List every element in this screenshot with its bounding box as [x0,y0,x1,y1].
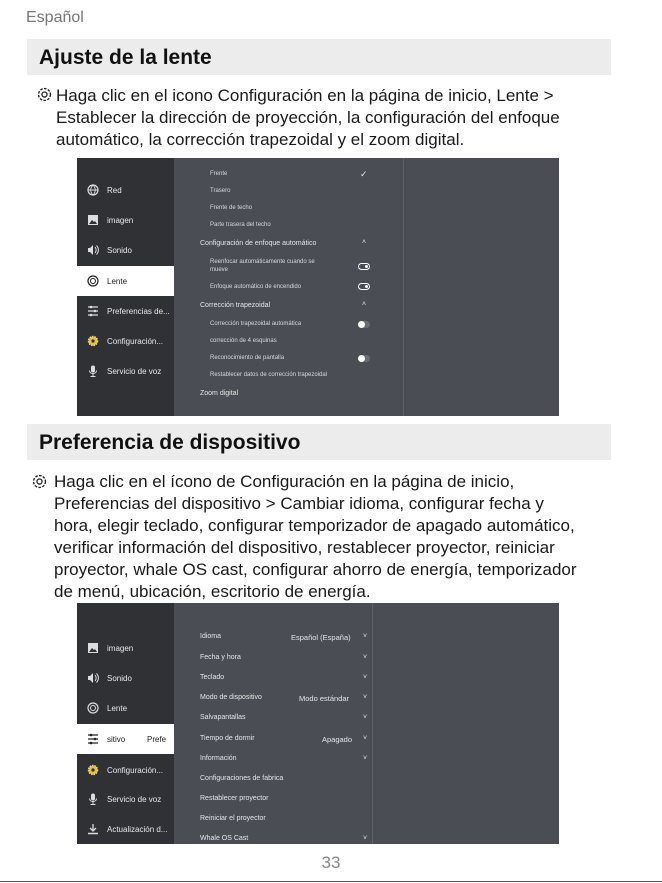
text-line: de menú, ubicación, escritorio de energía. [54,582,371,601]
sidebar-item-imagen[interactable] [77,633,174,663]
text-line: Establecer la dirección de proyección, la configuración del enfoque [56,108,560,127]
section1-paragraph [56,85,612,151]
chevron-down-icon: ˅ [363,835,368,842]
option-refocus-line2: mueve [210,267,229,273]
gear-icon [87,764,99,776]
pref-row-restablecer[interactable]: Restablecer proyector [200,795,269,802]
autofocus-header[interactable]: Configuración de enfoque automático [200,240,317,247]
settings-gear-icon [31,473,48,490]
toggle-switch-on[interactable] [358,283,370,290]
footer-divider [0,881,662,882]
text-line: automático, la corrección trapezoidal y el zoom digital. [56,130,465,149]
chevron-down-icon: ˅ [363,755,368,762]
option-frente[interactable]: Frente [210,171,228,177]
text-line: hora, elegir teclado, configurar temporizador de apagado automático, [54,516,575,535]
pref-row-informacion[interactable]: Información [200,755,237,762]
settings-sidebar [77,158,174,416]
sidebar-item-label: Servicio de voz [107,366,162,376]
sidebar-item-lente[interactable] [77,693,174,723]
sidebar-item-label: Sonido [107,245,132,255]
section-heading-bar [27,39,611,75]
sidebar-item-preferencias[interactable] [77,724,174,754]
image-icon [87,214,99,226]
toggle-switch-on[interactable] [358,263,370,270]
download-icon [87,823,99,835]
check-icon: ✓ [360,169,368,179]
option-power-on-focus[interactable]: Enfoque automático de encendido [210,284,302,290]
chevron-down-icon: ˅ [363,694,368,701]
lens-icon [87,702,99,714]
option-reset-keystone[interactable]: Restablecer datos de corrección trapezoidal [210,372,328,378]
sidebar-item-configuracion[interactable] [77,755,174,785]
text-line: verificar información del dispositivo, restablecer proyector, reiniciar [54,538,555,557]
toggle-switch-off[interactable] [358,321,370,328]
section-heading-bar [27,424,611,460]
digital-zoom-row[interactable]: Zoom digital [200,390,239,397]
sidebar-item-label: Configuración... [107,765,164,775]
option-four-corner[interactable]: corrección de 4 esquinas [210,338,277,344]
toggle-switch-off[interactable] [358,355,370,362]
chevron-up-icon: ˄ [362,239,367,246]
panel-divider [403,158,404,416]
settings-sidebar [77,603,174,844]
sidebar-item-label: sitivo [107,734,126,744]
chevron-down-icon: ˅ [363,633,368,640]
sidebar-item-label: Sonido [107,673,132,683]
text-line: Preferencias del dispositivo > Cambiar idioma, configurar fecha y [54,494,544,513]
text-line: Haga clic en el ícono de Configuración en la página de inicio, [54,472,515,491]
sidebar-item-sonido[interactable] [77,663,174,693]
speaker-icon [87,672,99,684]
sidebar-item-label: Lente [107,276,128,286]
sidebar-item-label: imagen [107,643,134,653]
pref-value: Apagado [322,735,353,744]
sidebar-item-servicio-voz[interactable] [77,784,174,814]
microphone-icon [87,793,99,805]
sidebar-item-preferencias[interactable] [77,296,174,326]
speaker-icon [87,244,99,256]
chevron-up-icon: ˄ [362,301,367,308]
pref-row-salvapantallas[interactable]: Salvapantallas [200,714,246,721]
image-icon [87,642,99,654]
keystone-header[interactable]: Corrección trapezoidal [200,302,271,309]
section-title-device-preference: Preferencia de dispositivo [39,431,301,454]
sidebar-item-label: imagen [107,215,134,225]
text-line: proyector, whale OS cast, configurar ahorro de energía, temporizador [54,560,577,579]
panel-divider [372,603,373,844]
sidebar-item-configuracion[interactable] [77,326,174,356]
section-title-lens: Ajuste de la lente [39,46,212,69]
sidebar-item-label: Red [107,185,122,195]
chevron-down-icon: ˅ [363,674,368,681]
option-trasero[interactable]: Trasero [210,188,231,194]
pref-value: Modo estándar [299,694,350,703]
pref-row-fecha-hora[interactable]: Fecha y hora [200,654,241,661]
sidebar-item-servicio-voz[interactable] [77,356,174,386]
pref-value: Español (España) [291,633,351,642]
sidebar-item-label: Configuración... [107,336,164,346]
sidebar-item-label: Lente [107,703,128,713]
sidebar-item-imagen[interactable] [77,205,174,235]
lens-icon [87,275,99,287]
option-frente-techo[interactable]: Frente de techo [210,205,253,211]
pref-row-reiniciar[interactable]: Reiniciar el proyector [200,815,266,822]
lens-settings-screenshot [77,158,559,416]
pref-row-tiempo-dormir[interactable]: Tiempo de dormir [200,735,255,742]
gear-icon [87,335,99,347]
sidebar-item-actualizacion[interactable] [77,814,174,844]
sidebar-item-lente[interactable] [77,266,174,296]
sidebar-item-label-scrolling: Prefe [147,734,167,744]
sidebar-item-label: Preferencias de... [107,306,170,316]
preferences-icon [87,733,99,745]
option-trasera-techo[interactable]: Parte trasera del techo [210,222,271,228]
settings-gear-icon [36,86,53,103]
microphone-icon [87,365,99,377]
pref-row-teclado[interactable]: Teclado [200,674,225,681]
globe-icon [87,184,99,196]
sidebar-item-red[interactable] [77,175,174,205]
pref-row-config-fabrica[interactable]: Configuraciones de fabrica [200,775,284,782]
device-preferences-screenshot [77,603,559,844]
sidebar-item-sonido[interactable] [77,235,174,265]
pref-row-whale-os-cast[interactable]: Whale OS Cast [200,835,249,842]
section2-paragraph [54,471,610,603]
option-refocus[interactable]: Reenfocar automáticamente cuando se [210,259,315,265]
sidebar-item-label: Actualización d... [107,824,168,834]
language-label: Español [26,9,84,26]
chevron-down-icon: ˅ [363,714,368,721]
chevron-down-icon: ˅ [363,654,368,661]
sidebar-item-label: Servicio de voz [107,794,162,804]
option-auto-keystone[interactable]: Corrección trapezoidal automática [210,321,302,327]
text-line: Haga clic en el icono Configuración en la página de inicio, Lente > [56,86,554,105]
option-screen-recognition[interactable]: Reconocimiento de pantalla [210,355,285,361]
page-number: 33 [321,853,341,872]
chevron-down-icon: ˅ [363,735,368,742]
pref-row-idioma[interactable]: Idioma [200,633,222,640]
preferences-icon [87,305,99,317]
pref-row-modo-dispositivo[interactable]: Modo de dispositivo [200,694,262,701]
